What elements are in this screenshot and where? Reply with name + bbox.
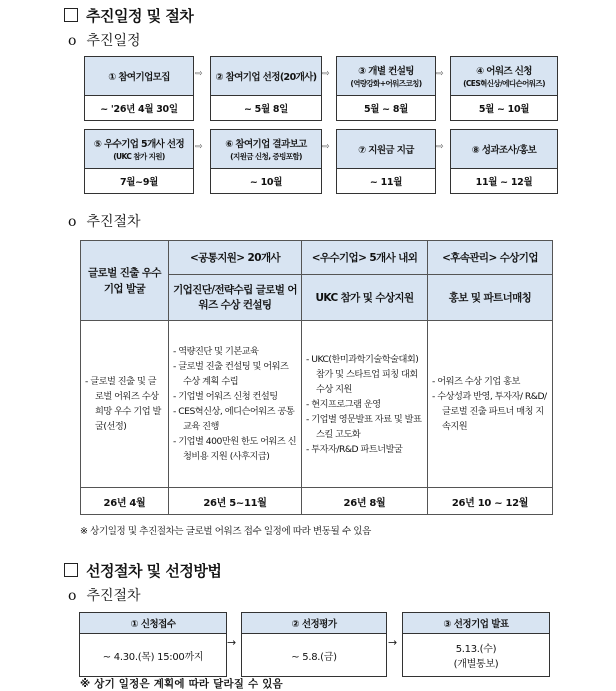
section-title-schedule bbox=[64, 5, 193, 26]
subsection-title-procedure bbox=[68, 211, 141, 231]
list-item: - CES혁신상, 에디슨어워즈 공통교육 진행 bbox=[173, 404, 297, 434]
selection-note: ※ 상기 일정은 계획에 따라 달라질 수 있음 bbox=[80, 678, 283, 690]
section-title-selection bbox=[64, 560, 221, 581]
step-date: ~ 10월 bbox=[249, 177, 283, 188]
list-item: - 글로벌 진출 컨설팅 및 어워즈 수상 계획 수립 bbox=[173, 359, 297, 389]
table-subheader-followup: 홍보 및 파트너매칭 bbox=[428, 275, 553, 321]
step-sub: (CES혁신상/에디슨어워즈) bbox=[463, 79, 545, 88]
schedule-note: ※ 상기일정 및 추진절차는 글로벌 어워즈 접수 일정에 따라 변동될 수 있음 bbox=[80, 526, 371, 537]
selection-step-2 bbox=[241, 612, 387, 677]
step-name: ② 참여기업 선정(20개사) bbox=[215, 72, 317, 83]
arrow-right-icon: → bbox=[388, 636, 398, 649]
step-sub: (지원금 신청, 증빙포함) bbox=[230, 152, 302, 161]
step-date: 11월 ~ 12월 bbox=[475, 177, 533, 188]
step-date: 5월 ~ 8월 bbox=[363, 104, 409, 115]
step-sub: (역량강화+어워즈코칭) bbox=[350, 79, 422, 88]
bullet-o-icon: o bbox=[68, 214, 77, 230]
bullet-o-icon: o bbox=[68, 588, 77, 604]
checkbox-square-icon bbox=[64, 8, 78, 22]
bullet-o-icon: o bbox=[68, 33, 77, 49]
schedule-step-3 bbox=[336, 56, 436, 121]
step-name: ⑥ 참여기업 결과보고 bbox=[225, 139, 307, 150]
selection-step-name: ③ 선정기업 발표 bbox=[403, 613, 549, 634]
list-item: - 역량진단 및 기본교육 bbox=[173, 344, 297, 359]
step-name: ① 참여기업모집 bbox=[108, 72, 170, 83]
table-footer-date: 26년 5~11월 bbox=[169, 488, 302, 515]
table-footer-date: 26년 8월 bbox=[302, 488, 428, 515]
selection-step-1 bbox=[79, 612, 227, 677]
arrow-right-icon: ⇨ bbox=[195, 142, 203, 152]
table-header-excellent: <우수기업> 5개사 내외 bbox=[302, 241, 428, 275]
subsection-title-selection-procedure bbox=[68, 585, 141, 605]
list-item: - UKC(한미과학기술학술대회) 참가 및 스타트업 피칭 대회 수상 지원 bbox=[306, 352, 423, 397]
selection-step-name: ① 신청접수 bbox=[80, 613, 226, 634]
table-footer-date: 26년 10 ~ 12월 bbox=[428, 488, 553, 515]
section-title-text: 선정절차 및 선정방법 bbox=[86, 562, 222, 580]
schedule-step-5 bbox=[84, 129, 194, 194]
table-subheader-common: 기업진단/전략수립 글로벌 어워즈 수상 컨설팅 bbox=[169, 275, 302, 321]
list-item: - 어워즈 수상 기업 홍보 bbox=[432, 374, 548, 389]
procedure-table bbox=[80, 240, 553, 515]
list-item: - 투자자/R&D 파트너발굴 bbox=[306, 442, 423, 457]
step-date: 5월 ~ 10월 bbox=[478, 104, 530, 115]
step-date: ~ '26년 4월 30일 bbox=[100, 104, 178, 115]
list-item: - 글로벌 진출 및 글로벌 어워즈 수상 희망 우수 기업 발굴(선정) bbox=[85, 374, 164, 434]
schedule-step-4 bbox=[450, 56, 558, 121]
step-name: ⑦ 지원금 지급 bbox=[358, 145, 414, 156]
step-name: ⑧ 성과조사/홍보 bbox=[471, 145, 537, 156]
selection-step-line: 5.13.(수) bbox=[455, 644, 497, 655]
table-header-common: <공통지원> 20개사 bbox=[169, 241, 302, 275]
step-date: 7월~9월 bbox=[119, 177, 159, 188]
step-sub: (UKC 참가 지원) bbox=[113, 152, 165, 161]
list-item: - 기업별 영문발표 자료 및 발표스킬 고도화 bbox=[306, 412, 423, 442]
list-item: - 수상성과 반영, 투자자/ R&D/글로벌 진출 파트너 매칭 지속지원 bbox=[432, 389, 548, 434]
arrow-right-icon: → bbox=[227, 636, 237, 649]
arrow-right-icon: ⇨ bbox=[195, 69, 203, 79]
table-subheader-excellent: UKC 참가 및 수상지원 bbox=[302, 275, 428, 321]
step-date: ~ 5월 8일 bbox=[243, 104, 289, 115]
selection-step-line: ~ 5.8.(금) bbox=[291, 651, 337, 663]
selection-step-name: ② 선정평가 bbox=[242, 613, 386, 634]
schedule-step-8 bbox=[450, 129, 558, 194]
table-footer-date: 26년 4월 bbox=[81, 488, 169, 515]
checkbox-square-icon bbox=[64, 563, 78, 577]
table-cell-discovery bbox=[81, 321, 169, 488]
section-title-text: 추진일정 및 절차 bbox=[86, 7, 194, 25]
table-header-followup: <후속관리> 수상기업 bbox=[428, 241, 553, 275]
arrow-right-icon: ⇨ bbox=[322, 142, 330, 152]
subsection-title-text: 추진절차 bbox=[86, 214, 141, 230]
subsection-title-text: 추진절차 bbox=[86, 588, 141, 604]
step-name: ③ 개별 컨설팅 bbox=[358, 66, 414, 77]
step-date: ~ 11월 bbox=[369, 177, 403, 188]
schedule-step-2 bbox=[210, 56, 322, 121]
arrow-right-icon: ⇨ bbox=[322, 69, 330, 79]
arrow-right-icon: ⇨ bbox=[436, 69, 444, 79]
subsection-title-text: 추진일정 bbox=[86, 33, 141, 49]
schedule-step-6 bbox=[210, 129, 322, 194]
table-header-discovery: 글로벌 진출 우수기업 발굴 bbox=[81, 241, 169, 321]
table-cell-common bbox=[169, 321, 302, 488]
list-item: - 기업별 400만원 한도 어워즈 신청비용 지원 (사후지급) bbox=[173, 434, 297, 464]
step-name: ⑤ 우수기업 5개사 선정 bbox=[93, 139, 185, 150]
list-item: - 기업별 어워즈 신청 컨설팅 bbox=[173, 389, 297, 404]
subsection-title-schedule bbox=[68, 30, 141, 50]
schedule-step-1 bbox=[84, 56, 194, 121]
selection-step-line: (개별통보) bbox=[453, 659, 499, 670]
schedule-step-7 bbox=[336, 129, 436, 194]
selection-step-line: ~ 4.30.(목) 15:00까지 bbox=[102, 651, 204, 663]
arrow-right-icon: ⇨ bbox=[436, 142, 444, 152]
table-cell-followup bbox=[428, 321, 553, 488]
selection-step-3 bbox=[402, 612, 550, 677]
list-item: - 현지프로그램 운영 bbox=[306, 397, 423, 412]
step-name: ④ 어워즈 신청 bbox=[476, 66, 532, 77]
table-cell-excellent bbox=[302, 321, 428, 488]
